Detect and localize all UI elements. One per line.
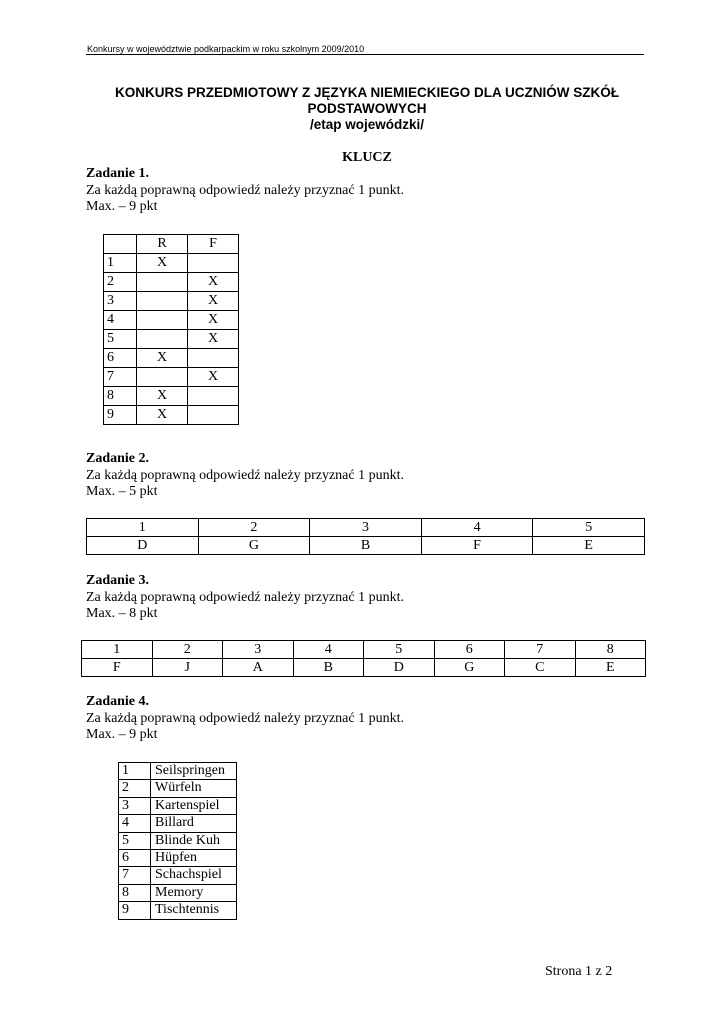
answer-row — [82, 659, 646, 677]
row-word: Schachspiel — [151, 867, 237, 884]
answer-cell: G — [198, 537, 310, 555]
task4-max: Max. – 9 pkt — [86, 727, 158, 742]
answer-cell: F — [82, 659, 153, 677]
table-row — [104, 406, 239, 425]
row-word: Blinde Kuh — [151, 832, 237, 849]
cell-f: X — [188, 273, 239, 292]
task1-heading: Zadanie 1. — [86, 166, 150, 181]
cell-r — [137, 330, 188, 349]
table-header-row — [104, 235, 239, 254]
task4-intro — [86, 694, 404, 744]
task2-table — [86, 518, 645, 555]
row-number: 5 — [104, 330, 137, 349]
task2-heading: Zadanie 2. — [86, 451, 150, 466]
table-row — [104, 368, 239, 387]
header-cell-empty — [104, 235, 137, 254]
row-number: 2 — [119, 780, 151, 797]
number-cell: 5 — [533, 519, 645, 537]
row-number: 1 — [104, 254, 137, 273]
task3-max: Max. – 8 pkt — [86, 606, 158, 621]
row-word: Tischtennis — [151, 902, 237, 919]
task3-heading: Zadanie 3. — [86, 573, 150, 588]
table-row — [104, 311, 239, 330]
task4-instruction: Za każdą poprawną odpowiedź należy przyznać 1 punkt. — [86, 710, 404, 726]
task3-intro — [86, 573, 404, 623]
row-word: Hüpfen — [151, 850, 237, 867]
number-cell: 7 — [505, 641, 576, 659]
task2-max: Max. – 5 pkt — [86, 484, 158, 499]
answer-cell: E — [575, 659, 646, 677]
answer-cell: A — [223, 659, 294, 677]
number-cell: 4 — [421, 519, 533, 537]
answer-cell: B — [310, 537, 422, 555]
table-row — [104, 330, 239, 349]
row-number: 4 — [104, 311, 137, 330]
table-row — [104, 273, 239, 292]
cell-f — [188, 387, 239, 406]
subtitle-klucz: KLUCZ — [342, 150, 392, 165]
title-line-2: PODSTAWOWYCH — [307, 101, 427, 116]
row-number: 3 — [119, 797, 151, 814]
cell-r: X — [137, 254, 188, 273]
cell-f — [188, 406, 239, 425]
number-row — [87, 519, 645, 537]
answer-row — [87, 537, 645, 555]
task1-intro — [86, 166, 404, 216]
number-cell: 2 — [198, 519, 310, 537]
table-row — [104, 387, 239, 406]
running-header: Konkursy w województwie podkarpackim w roku szkolnym 2009/2010 — [87, 44, 365, 54]
answer-cell: J — [152, 659, 223, 677]
answer-cell: C — [505, 659, 576, 677]
cell-f: X — [188, 330, 239, 349]
cell-r: X — [137, 387, 188, 406]
answer-cell: E — [533, 537, 645, 555]
table-row — [119, 815, 237, 832]
task4-table — [118, 762, 237, 920]
task4-heading: Zadanie 4. — [86, 694, 150, 709]
cell-r — [137, 292, 188, 311]
row-number: 4 — [119, 815, 151, 832]
row-number: 7 — [104, 368, 137, 387]
task3-table — [81, 640, 646, 677]
row-word: Kartenspiel — [151, 797, 237, 814]
row-number: 8 — [104, 387, 137, 406]
header-cell-f: F — [188, 235, 239, 254]
table-row — [104, 292, 239, 311]
answer-cell: G — [434, 659, 505, 677]
header-rule — [86, 54, 644, 55]
cell-r — [137, 311, 188, 330]
task2-instruction: Za każdą poprawną odpowiedź należy przyznać 1 punkt. — [86, 467, 404, 483]
task2-intro — [86, 451, 404, 501]
answer-cell: B — [293, 659, 364, 677]
row-number: 9 — [104, 406, 137, 425]
row-word: Memory — [151, 884, 237, 901]
number-row — [82, 641, 646, 659]
row-number: 6 — [119, 850, 151, 867]
table-row — [119, 902, 237, 919]
answer-cell: D — [87, 537, 199, 555]
row-number: 3 — [104, 292, 137, 311]
cell-f — [188, 254, 239, 273]
number-cell: 8 — [575, 641, 646, 659]
table-row — [119, 867, 237, 884]
number-cell: 1 — [87, 519, 199, 537]
number-cell: 1 — [82, 641, 153, 659]
table-row — [119, 850, 237, 867]
cell-f: X — [188, 311, 239, 330]
number-cell: 3 — [223, 641, 294, 659]
cell-f: X — [188, 368, 239, 387]
answer-cell: F — [421, 537, 533, 555]
row-number: 8 — [119, 884, 151, 901]
row-word: Würfeln — [151, 780, 237, 797]
number-cell: 2 — [152, 641, 223, 659]
title-line-1: KONKURS PRZEDMIOTOWY Z JĘZYKA NIEMIECKIEGO DLA UCZNIÓW SZKÓŁ — [114, 85, 619, 100]
cell-r — [137, 273, 188, 292]
table-row — [104, 349, 239, 368]
table-row — [119, 832, 237, 849]
task1-instruction: Za każdą poprawną odpowiedź należy przyznać 1 punkt. — [86, 182, 404, 198]
table-row — [119, 780, 237, 797]
page-number: Strona 1 z 2 — [545, 964, 613, 979]
cell-f — [188, 349, 239, 368]
row-number: 2 — [104, 273, 137, 292]
cell-f: X — [188, 292, 239, 311]
number-cell: 6 — [434, 641, 505, 659]
row-number: 9 — [119, 902, 151, 919]
table-row — [119, 763, 237, 780]
cell-r: X — [137, 406, 188, 425]
cell-r: X — [137, 349, 188, 368]
table-row — [119, 797, 237, 814]
title-line-3: /etap wojewódzki/ — [309, 117, 425, 132]
answer-cell: D — [364, 659, 435, 677]
number-cell: 5 — [364, 641, 435, 659]
row-number: 6 — [104, 349, 137, 368]
table-row — [104, 254, 239, 273]
row-number: 5 — [119, 832, 151, 849]
row-number: 7 — [119, 867, 151, 884]
header-cell-r: R — [137, 235, 188, 254]
task3-instruction: Za każdą poprawną odpowiedź należy przyznać 1 punkt. — [86, 589, 404, 605]
row-word: Seilspringen — [151, 763, 237, 780]
row-number: 1 — [119, 763, 151, 780]
document-title — [80, 85, 654, 133]
task1-max: Max. – 9 pkt — [86, 199, 158, 214]
table-row — [119, 884, 237, 901]
task1-table — [103, 234, 239, 425]
cell-r — [137, 368, 188, 387]
number-cell: 4 — [293, 641, 364, 659]
number-cell: 3 — [310, 519, 422, 537]
row-word: Billard — [151, 815, 237, 832]
